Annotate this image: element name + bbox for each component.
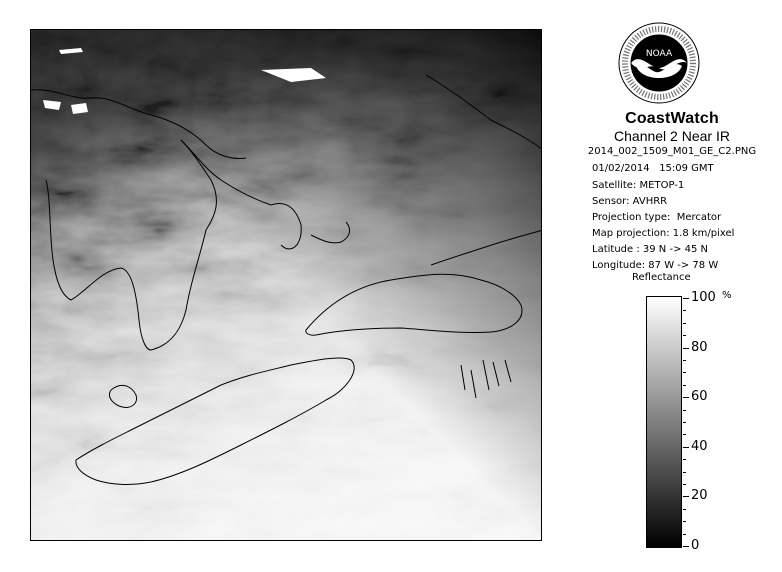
colorbar-tick-label: 20 (691, 488, 708, 504)
colorbar-tick (683, 496, 689, 497)
meta-value: METOP-1 (639, 180, 685, 191)
meta-map-projection (592, 228, 734, 239)
colorbar-unit: % (722, 290, 732, 301)
product-title: CoastWatch (625, 110, 719, 127)
colorbar-minor-tick (683, 360, 686, 361)
colorbar-minor-tick (683, 323, 686, 324)
satellite-map (31, 30, 542, 541)
colorbar-tick (683, 447, 689, 448)
logo-text: NOAA (645, 49, 673, 59)
colorbar-tick (683, 397, 689, 398)
meta-label: Longitude: (592, 260, 646, 271)
colorbar-label: Reflectance (632, 272, 691, 283)
colorbar-minor-tick (683, 335, 686, 336)
meta-value: 87 W -> 78 W (648, 260, 719, 271)
meta-latitude (592, 244, 708, 255)
colorbar-minor-tick (683, 472, 686, 473)
satellite-image (30, 29, 542, 541)
colorbar-tick (683, 348, 689, 349)
dark-region (31, 30, 542, 541)
colorbar-minor-tick (683, 372, 686, 373)
meta-value: 39 N -> 45 N (642, 244, 709, 255)
meta-label: Projection type: (592, 212, 671, 223)
colorbar-minor-tick (683, 410, 686, 411)
filename: 2014_002_1509_M01_GE_C2.PNG (587, 146, 757, 157)
meta-label: Map projection: (592, 228, 670, 239)
colorbar-tick-label: 100 (691, 290, 716, 305)
colorbar-minor-tick (683, 534, 686, 535)
colorbar-minor-tick (683, 434, 686, 435)
colorbar-tick-label: 0 (691, 538, 700, 553)
meta-value: 1.8 km/pixel (672, 228, 735, 239)
noaa-logo-icon (618, 22, 700, 104)
channel-subtitle: Channel 2 Near IR (614, 128, 730, 144)
meta-label: Latitude : (592, 244, 640, 255)
meta-label: Sensor: (592, 196, 630, 207)
colorbar-tick-label: 80 (691, 339, 708, 355)
colorbar-tick-label: 60 (691, 389, 708, 405)
colorbar-minor-tick (683, 422, 686, 423)
datetime (592, 163, 714, 174)
meta-value: AVHRR (632, 196, 668, 207)
colorbar-tick-label: 40 (691, 438, 708, 454)
colorbar-tick (683, 298, 689, 299)
time: 15:09 GMT (659, 163, 714, 174)
colorbar-minor-tick (683, 521, 686, 522)
colorbar (646, 296, 682, 548)
colorbar-minor-tick (683, 509, 686, 510)
meta-longitude (592, 260, 718, 271)
meta-label: Satellite: (592, 180, 637, 191)
colorbar-minor-tick (683, 484, 686, 485)
colorbar-minor-tick (683, 310, 686, 311)
colorbar-minor-tick (683, 385, 686, 386)
meta-value: Mercator (676, 212, 722, 223)
noaa-logo (618, 22, 700, 104)
colorbar-minor-tick (683, 459, 686, 460)
meta-projection-type (592, 212, 721, 223)
meta-satellite (592, 180, 684, 191)
date: 01/02/2014 (592, 163, 650, 174)
meta-sensor (592, 196, 667, 207)
colorbar-tick (683, 546, 689, 547)
